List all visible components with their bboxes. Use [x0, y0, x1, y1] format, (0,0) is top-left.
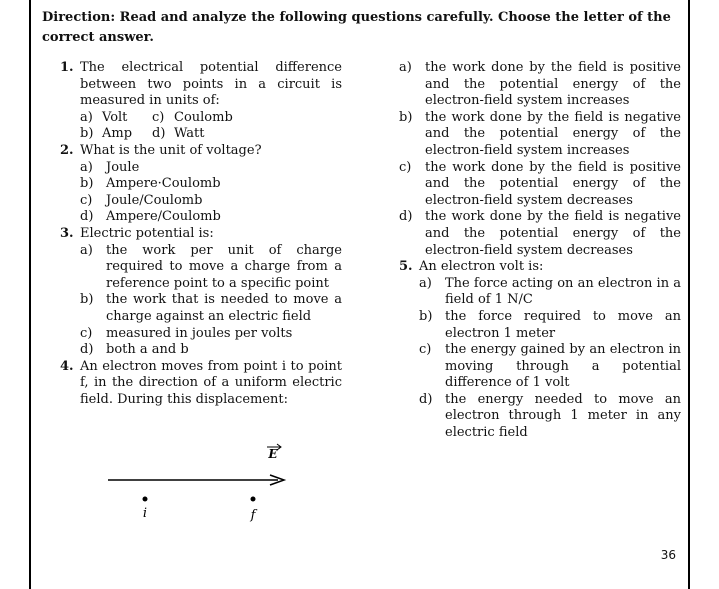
option-label: d) — [399, 209, 413, 225]
option-row — [80, 126, 342, 143]
question-4 — [60, 359, 342, 409]
option — [80, 209, 342, 226]
question-text: An electron volt is: — [419, 259, 544, 275]
option-label: b) — [80, 292, 94, 308]
electron-point-f — [251, 497, 256, 502]
question-4-options — [399, 60, 681, 259]
option — [419, 342, 681, 392]
option-label: d) — [152, 126, 166, 142]
question-number: 2. — [60, 142, 74, 158]
option-label: c) — [419, 342, 432, 358]
page-number: 36 — [660, 548, 676, 562]
option-text: Coulomb — [174, 109, 233, 125]
option-label: c) — [80, 192, 93, 208]
option-text: the work done by the field is negative and the potential energy of the electron-field system decreases — [425, 209, 681, 258]
option — [419, 276, 681, 309]
option-text: the work that is needed to move a charge against an electric field — [106, 292, 342, 324]
electron-point-i — [143, 497, 148, 502]
left-column — [60, 60, 342, 408]
question-5 — [399, 259, 681, 442]
question-text: Electric potential is: — [80, 225, 214, 241]
option-text: Joule — [106, 159, 140, 175]
question-text: The electrical potential difference between two points in a circuit is measured in units of: — [80, 60, 342, 109]
option — [419, 309, 681, 342]
option — [80, 292, 342, 325]
option-label: b) — [419, 308, 433, 324]
option — [399, 160, 681, 210]
option-text: the work done by the field is positive and the potential energy of the electron-field system increases — [425, 60, 681, 109]
option-text: measured in joules per volts — [106, 325, 293, 341]
option-text: Volt — [102, 109, 128, 125]
question-number: 1. — [60, 60, 74, 75]
option-label: d) — [80, 342, 94, 358]
question-3 — [60, 226, 342, 359]
option-text: Ampere·Coulomb — [106, 176, 221, 192]
option-text: Watt — [174, 126, 205, 142]
direction-text: Direction: Read and analyze the following questions carefully. Choose the letter of the correct answer. — [42, 10, 671, 45]
point-i-label: i — [142, 506, 148, 521]
option — [80, 243, 342, 293]
option-label: c) — [399, 159, 412, 175]
question-text: What is the unit of voltage? — [80, 142, 262, 158]
option-text: the work done by the field is negative and the potential energy of the electron-field system increases — [425, 109, 681, 158]
point-f-label: f — [250, 508, 256, 523]
option — [399, 209, 681, 259]
option-text: Joule/Coulomb — [106, 192, 203, 208]
option — [80, 326, 342, 343]
option-text: Amp — [102, 126, 133, 142]
option-label: b) — [399, 109, 413, 125]
option — [80, 160, 342, 177]
option-label: a) — [80, 109, 93, 125]
option-label: a) — [80, 242, 93, 258]
option-text: The force acting on an electron in a field of 1 N/C — [445, 275, 681, 308]
field-label: E — [268, 447, 278, 461]
option — [80, 193, 342, 210]
question-number: 3. — [60, 225, 74, 241]
option-label: a) — [80, 159, 93, 175]
option — [399, 110, 681, 160]
option-label: d) — [80, 209, 94, 225]
option-text: both a and b — [106, 342, 189, 358]
option — [419, 392, 681, 442]
option-label: b) — [80, 176, 94, 192]
right-column — [399, 60, 681, 442]
option-text: the force required to move an electron 1 meter — [445, 308, 681, 341]
question-number: 4. — [60, 358, 74, 374]
question-1 — [60, 60, 342, 143]
option — [80, 342, 342, 359]
question-number: 5. — [399, 259, 413, 275]
option-text: the energy gained by an electron in moving through a potential difference of 1 volt — [445, 342, 681, 391]
option — [399, 60, 681, 110]
option-text: the work done by the field is positive and the potential energy of the electron-field system decreases — [425, 159, 681, 208]
option-text: Ampere/Coulomb — [106, 209, 221, 225]
question-2 — [60, 143, 342, 226]
option-label: a) — [399, 60, 412, 75]
option-label: c) — [80, 325, 93, 341]
option-label: d) — [419, 391, 433, 407]
option-text: the work per unit of charge required to move a charge from a reference point to a specific point — [106, 242, 342, 291]
option-row — [80, 110, 342, 127]
option-text: the energy needed to move an electron through 1 meter in any electric field — [445, 391, 681, 441]
option-label: c) — [152, 109, 165, 125]
electric-field-diagram — [100, 440, 300, 530]
option-label: b) — [80, 126, 94, 142]
option-label: a) — [419, 275, 432, 291]
option — [80, 176, 342, 193]
question-text: An electron moves from point i to point f, in the direction of a uniform electric field. During this displacement: — [80, 358, 342, 407]
